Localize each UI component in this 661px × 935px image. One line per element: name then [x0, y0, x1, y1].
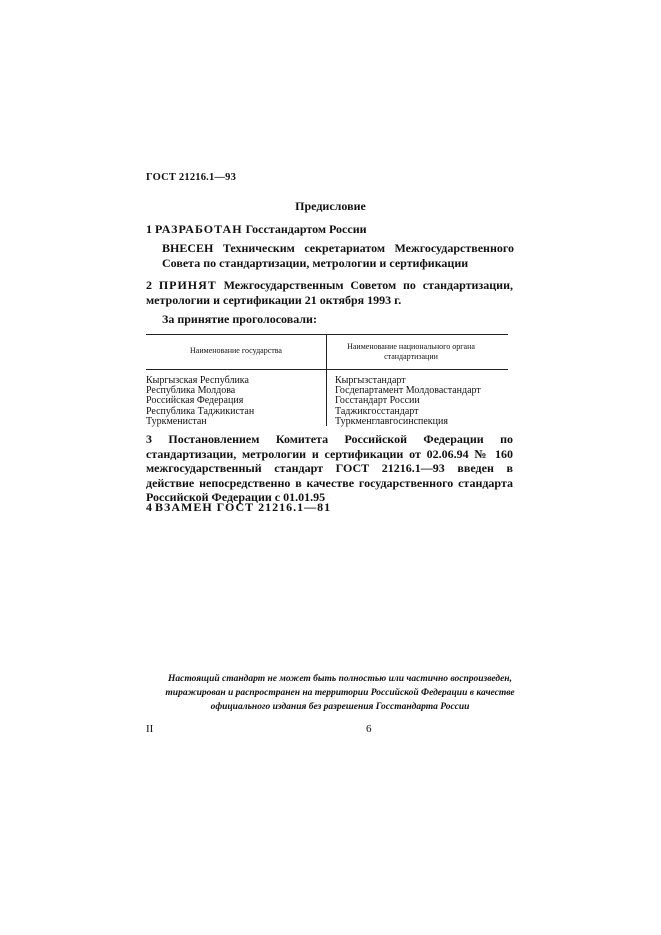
- item-3-number: 3: [146, 432, 152, 446]
- item-2: [146, 278, 513, 307]
- table-column-bodies: [335, 376, 515, 427]
- item-4-number: 4: [146, 500, 152, 514]
- item-4-text: ВЗАМЕН ГОСТ 21216.1—81: [155, 500, 332, 514]
- table-cell-state: Российская Федерация: [146, 395, 244, 407]
- table-header-rule: [146, 369, 508, 370]
- item-vnesen: [162, 241, 514, 270]
- copyright-note: Настоящий стандарт не может быть полностью или частично воспроизведен, тиражирован и распространен на территории Российской Федерации в качестве официального издания без разрешения Госстандарта России: [165, 674, 515, 712]
- vnesen-text: Техническим секретариатом Межгосударственного Совета по стандартизации, метрологии и сертификации: [162, 241, 515, 270]
- table-cell-body: Госдепартамент Молдовастандарт: [335, 385, 481, 397]
- table-cell-state: Республика Молдова: [146, 385, 236, 397]
- item-2-lead: ПРИНЯТ: [158, 278, 217, 292]
- vnesen-lead: ВНЕСЕН: [162, 241, 214, 255]
- item-4: [146, 500, 513, 515]
- table-cell-body: Таджикгосстандарт: [335, 405, 419, 417]
- table-header-body: Наименование национального органа стандартизации: [347, 342, 475, 361]
- item-1-lead: РАЗРАБОТАН: [155, 222, 243, 236]
- voted-label: За принятие проголосовали:: [162, 312, 317, 326]
- table-column-states: [146, 376, 324, 427]
- item-3: [146, 432, 513, 505]
- table-cell-body: Туркменглавгосинспекция: [335, 415, 448, 427]
- item-2-text: Межгосударственным Советом по стандартизации, метрологии и сертификации 21 октября 1993 г.: [146, 278, 513, 307]
- table-cell-state: Республика Таджикистан: [146, 405, 255, 417]
- item-1-number: 1: [146, 222, 152, 236]
- table-top-rule: [146, 334, 508, 335]
- table-cell-state: Кыргызская Республика: [146, 375, 249, 386]
- document-code: ГОСТ 21216.1—93: [146, 172, 237, 183]
- table-column-divider: [326, 334, 327, 426]
- table-cell-body: Кыргызстандарт: [335, 375, 406, 386]
- item-1-text: Госстандартом России: [245, 222, 367, 236]
- item-2-number: 2: [146, 278, 152, 292]
- section-title: Предисловие: [295, 199, 366, 213]
- table-cell-body: Госстандарт России: [335, 395, 420, 407]
- table-cell-state: Туркменистан: [146, 415, 207, 427]
- item-1: [146, 222, 516, 237]
- table-header-state: Наименование государства: [190, 346, 282, 355]
- section-mark: II: [146, 723, 154, 735]
- page-number: 6: [366, 723, 372, 735]
- item-3-text: Постановлением Комитета Российской Федерации по стандартизации, метрологии и сертификации от 02.06.94 № 160 межгосударственный стандарт ГОСТ 21216.1—93 введен в действие непосредственно в качестве государственного стандарта Российской Федерации с 01.01.95: [146, 432, 513, 504]
